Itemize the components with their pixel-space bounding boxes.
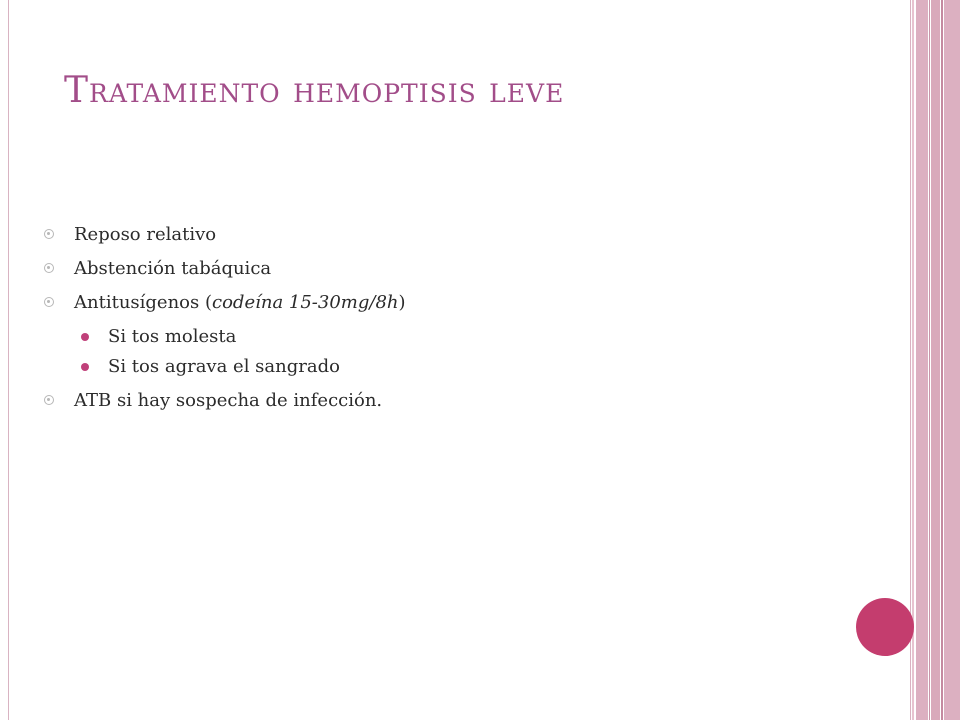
bullet-ring-icon (44, 229, 54, 239)
bullet-ring-icon (44, 297, 54, 307)
list-item (44, 390, 864, 424)
side-decoration-bars (912, 0, 960, 720)
bullet-text-end: ) (398, 292, 406, 313)
bullet-dot-icon (81, 363, 89, 371)
side-bar (944, 0, 960, 720)
bullet-text-italic: codeína 15-30mg/8h (212, 292, 399, 313)
sub-list-item (44, 326, 864, 356)
bullet-text: Reposo relativo (74, 224, 217, 245)
side-bar (912, 0, 914, 720)
bullet-text: Abstención tabáquica (74, 258, 272, 279)
side-bar (941, 0, 943, 720)
slide-title: Tratamiento hemoptisis leve (64, 70, 565, 111)
sub-list-item (44, 356, 864, 386)
list-item (44, 258, 864, 292)
bullet-ring-icon (44, 395, 54, 405)
side-bar (931, 0, 940, 720)
side-bar (929, 0, 930, 720)
sub-bullet-text: Si tos molesta (108, 326, 237, 347)
sub-bullet-text: Si tos agrava el sangrado (108, 356, 340, 377)
bullet-dot-icon (81, 333, 89, 341)
side-bar (916, 0, 928, 720)
decorative-circle (856, 598, 914, 656)
list-item (44, 292, 864, 326)
list-item (44, 224, 864, 258)
bullet-text: Antitusígenos ( (74, 292, 212, 313)
bullet-ring-icon (44, 263, 54, 273)
bullet-list (44, 224, 864, 424)
bullet-text: ATB si hay sospecha de infección. (74, 390, 383, 411)
